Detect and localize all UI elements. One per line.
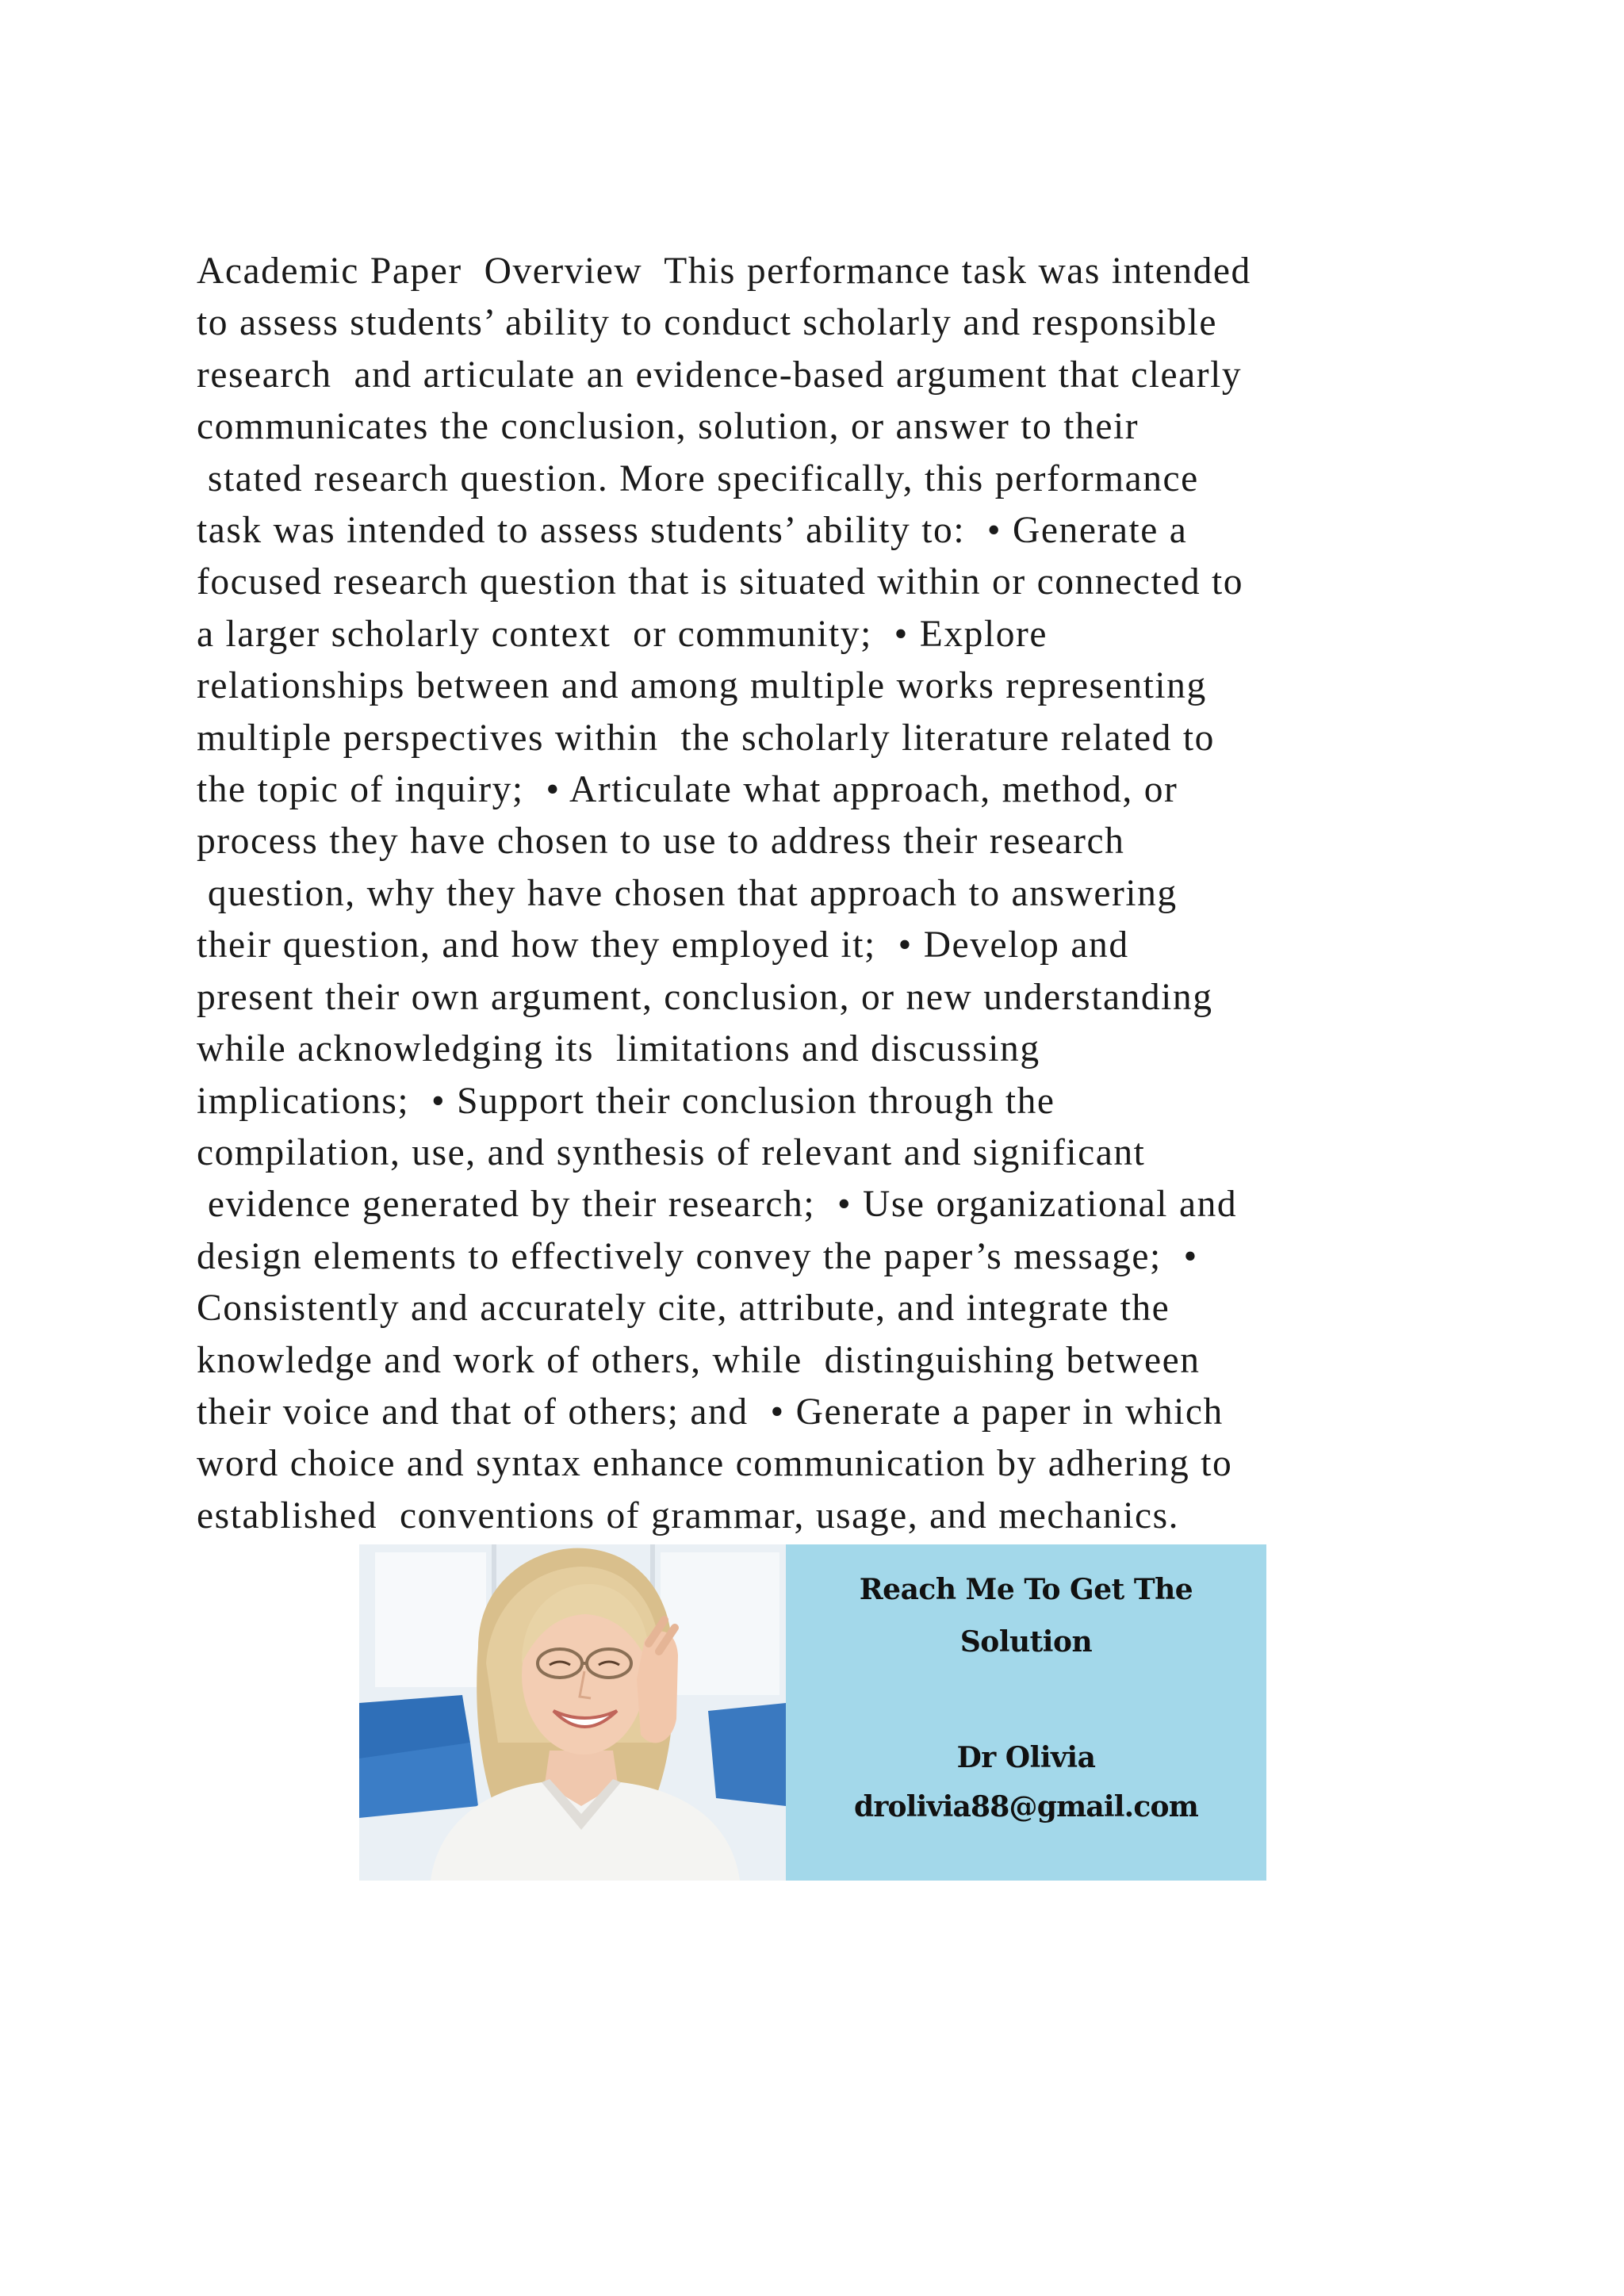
text-line: the topic of inquiry; • Articulate what approach, method, or	[197, 769, 1178, 811]
text-line: implications; • Support their conclusion through the	[197, 1080, 1055, 1122]
ad-headline-continued: Solution	[959, 1625, 1093, 1659]
contact-info-panel	[786, 1544, 1266, 1881]
text-line: evidence generated by their research; • Use organizational and	[197, 1184, 1238, 1226]
text-line: task was intended to assess students’ ability to: • Generate a	[197, 510, 1188, 552]
text-line: focused research question that is situated within or connected to	[197, 561, 1244, 603]
contact-name: Dr Olivia	[956, 1741, 1096, 1774]
text-line: while acknowledging its limitations and discussing	[197, 1028, 1040, 1070]
ad-headline: Reach Me To Get The	[859, 1573, 1193, 1606]
text-line: design elements to effectively convey the paper’s message; •	[197, 1235, 1198, 1277]
text-line: Consistently and accurately cite, attribute, and integrate the	[197, 1288, 1170, 1330]
text-line: established conventions of grammar, usage, and mechanics.	[197, 1494, 1180, 1536]
text-line: relationships between and among multiple works representing	[197, 665, 1207, 707]
smiling-woman-photo	[359, 1544, 786, 1881]
text-line: research and articulate an evidence-based argument that clearly	[197, 354, 1243, 396]
body-paragraph	[197, 246, 1434, 1542]
text-line: knowledge and work of others, while distinguishing between	[197, 1339, 1201, 1381]
text-line: process they have chosen to use to address their research	[197, 821, 1125, 863]
text-line: multiple perspectives within the scholarly literature related to	[197, 717, 1215, 759]
text-line: stated research question. More specifically, this performance	[197, 457, 1199, 499]
text-line: compilation, use, and synthesis of relevant and significant	[197, 1131, 1146, 1173]
smiling-woman-with-glasses-icon	[359, 1544, 786, 1881]
text-line: their voice and that of others; and • Generate a paper in which	[197, 1391, 1224, 1433]
text-line: word choice and syntax enhance communication by adhering to	[197, 1443, 1233, 1485]
text-line: their question, and how they employed it; • Develop and	[197, 924, 1129, 966]
text-line: to assess students’ ability to conduct scholarly and responsible	[197, 302, 1217, 344]
text-line: communicates the conclusion, solution, or answer to their	[197, 406, 1139, 448]
text-line: a larger scholarly context or community; • Explore	[197, 613, 1048, 655]
text-line: present their own argument, conclusion, or new understanding	[197, 976, 1213, 1018]
contact-advertisement-banner	[359, 1544, 1266, 1881]
text-line: question, why they have chosen that approach to answering	[197, 872, 1178, 914]
contact-email: drolivia88@gmail.com	[853, 1790, 1199, 1823]
text-line: Academic Paper Overview This performance task was intended	[197, 251, 1251, 292]
